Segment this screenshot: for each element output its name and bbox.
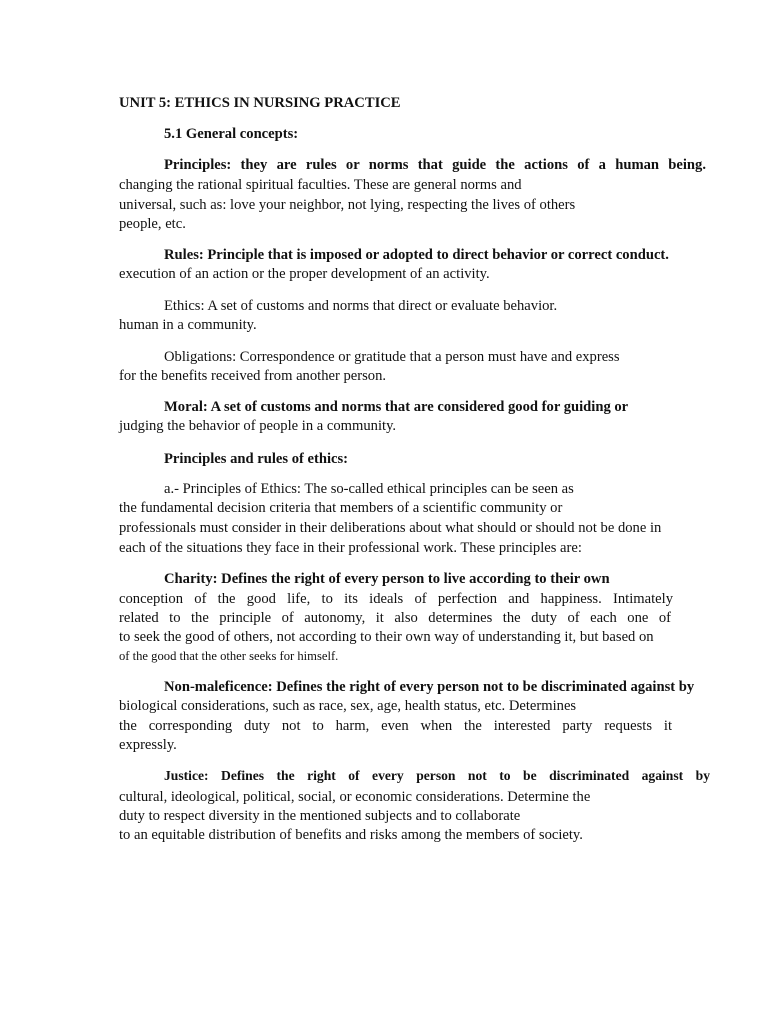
charity-line-2: conception of the good life, to its ideals of perfection and happiness. Intimately	[119, 591, 673, 607]
principles-rules-heading: Principles and rules of ethics:	[164, 451, 349, 467]
charity-line-4: to seek the good of others, not according to their own way of understanding it, but based on	[119, 629, 654, 645]
non-maleficence-line-4: expressly.	[119, 737, 177, 753]
principles-of-ethics-line-2: the fundamental decision criteria that members of a scientific community or	[119, 500, 563, 516]
principles-line-2: changing the rational spiritual faculties. These are general norms and	[119, 177, 522, 193]
moral-line-2: judging the behavior of people in a community.	[119, 418, 397, 434]
moral-line-1: Moral: A set of customs and norms that are considered good for guiding or	[164, 399, 629, 415]
principles-of-ethics-line-3: professionals must consider in their deliberations about what should or should not be done in	[119, 520, 662, 536]
principles-line-1: Principles: they are rules or norms that guide the actions of a human being.	[164, 157, 706, 173]
ethics-line-2: human in a community.	[119, 317, 257, 333]
non-maleficence-line-3: the corresponding duty not to harm, even when the interested party requests it	[119, 718, 672, 734]
document-title: UNIT 5: ETHICS IN NURSING PRACTICE	[119, 95, 401, 111]
obligations-line-2: for the benefits received from another person.	[119, 368, 387, 384]
principles-of-ethics-line-1: a.- Principles of Ethics: The so-called ethical principles can be seen as	[164, 481, 574, 497]
justice-line-1: Justice: Defines the right of every person not to be discriminated against by	[164, 768, 710, 783]
ethics-line-1: Ethics: A set of customs and norms that direct or evaluate behavior.	[164, 298, 558, 314]
charity-line-3: related to the principle of autonomy, it also determines the duty of each one of	[119, 610, 671, 626]
principles-line-3: universal, such as: love your neighbor, not lying, respecting the lives of others	[119, 197, 576, 213]
non-maleficence-line-1: Non-maleficence: Defines the right of every person not to be discriminated against by	[164, 679, 695, 695]
charity-line-1: Charity: Defines the right of every person to live according to their own	[164, 571, 610, 587]
non-maleficence-line-2: biological considerations, such as race, sex, age, health status, etc. Determines	[119, 698, 577, 714]
section-heading: 5.1 General concepts:	[164, 126, 299, 142]
obligations-line-1: Obligations: Correspondence or gratitude that a person must have and express	[164, 349, 620, 365]
principles-line-4: people, etc.	[119, 216, 186, 232]
principles-of-ethics-line-4: each of the situations they face in their professional work. These principles are:	[119, 540, 582, 556]
charity-line-5: of the good that the other seeks for himself.	[119, 649, 339, 663]
rules-line-1: Rules: Principle that is imposed or adopted to direct behavior or correct conduct.	[164, 247, 669, 263]
justice-line-3: duty to respect diversity in the mentioned subjects and to collaborate	[119, 808, 521, 824]
rules-line-2: execution of an action or the proper development of an activity.	[119, 266, 490, 282]
justice-line-4: to an equitable distribution of benefits and risks among the members of society.	[119, 827, 583, 843]
justice-line-2: cultural, ideological, political, social, or economic considerations. Determine the	[119, 789, 591, 805]
